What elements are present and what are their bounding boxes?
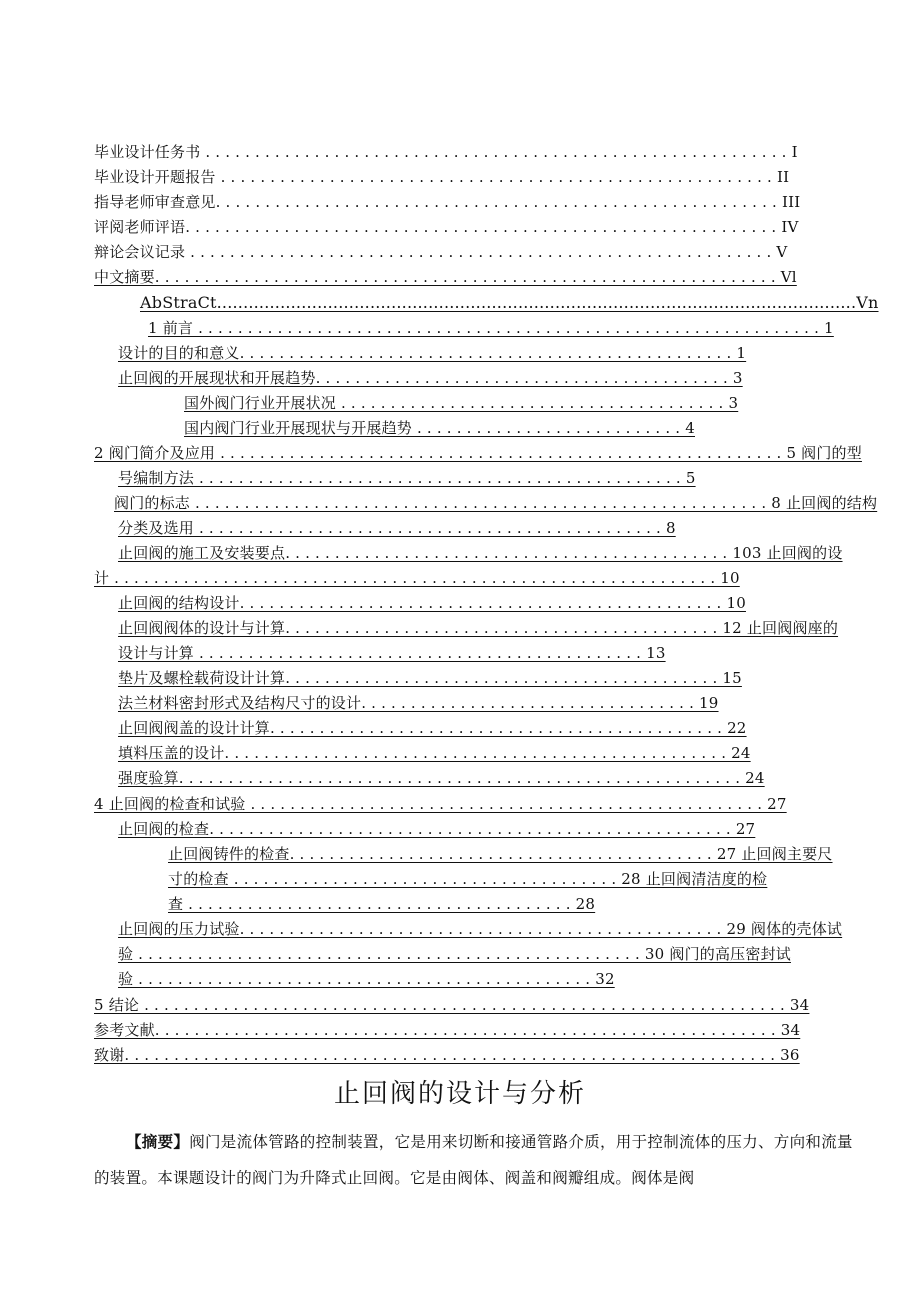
toc-entry: 止回阀的检查. . . . . . . . . . . . . . . . . . . . . . . . . . . . . . . . . . . . . . . . . . . . . . . . . . . . . 27: [118, 820, 756, 838]
toc-entry: 验 . . . . . . . . . . . . . . . . . . . . . . . . . . . . . . . . . . . . . . . . . . . . . . 32: [118, 970, 615, 988]
document-title: 止回阀的设计与分析: [333, 1079, 586, 1109]
toc-entry: 5 结论 . . . . . . . . . . . . . . . . . . . . . . . . . . . . . . . . . . . . . . . . . . . . . . . . . . . . . . . . . . . . . . . . . 34: [94, 996, 810, 1014]
toc-entry: 辩论会议记录 . . . . . . . . . . . . . . . . . . . . . . . . . . . . . . . . . . . . . . . . . . . . . . . . . . . . . . . . . . . V: [94, 243, 788, 261]
toc-entry: 参考文献. . . . . . . . . . . . . . . . . . . . . . . . . . . . . . . . . . . . . . . . . . . . . . . . . . . . . . . . . . . . . . . 34: [94, 1021, 801, 1039]
toc-entry: 毕业设计任务书 . . . . . . . . . . . . . . . . . . . . . . . . . . . . . . . . . . . . . . . . . . . . . . . . . . . . . . . . . . . I: [94, 143, 798, 161]
abstract-label: 【摘要】: [126, 1132, 190, 1151]
toc-entry: 1 前言 . . . . . . . . . . . . . . . . . . . . . . . . . . . . . . . . . . . . . . . . . . . . . . . . . . . . . . . . . . . . . . . 1: [148, 319, 834, 337]
toc-entry: 4 止回阀的检查和试验 . . . . . . . . . . . . . . . . . . . . . . . . . . . . . . . . . . . . . . . . . . . . . . . . . . . . 27: [94, 795, 787, 813]
toc-entry: 中文摘要. . . . . . . . . . . . . . . . . . . . . . . . . . . . . . . . . . . . . . . . . . . . . . . . . . . . . . . . . . . . . . . Vl: [94, 268, 797, 286]
toc-entry: 分类及选用 . . . . . . . . . . . . . . . . . . . . . . . . . . . . . . . . . . . . . . . . . . . . . . . 8: [118, 519, 676, 537]
toc-entry: 阀门的标志 . . . . . . . . . . . . . . . . . . . . . . . . . . . . . . . . . . . . . . . . . . . . . . . . . . . . . . . . . . 8 止回阀的结构: [114, 494, 878, 512]
toc-entry: 计 . . . . . . . . . . . . . . . . . . . . . . . . . . . . . . . . . . . . . . . . . . . . . . . . . . . . . . . . . . . . . 10: [94, 569, 740, 587]
toc-entry: 设计与计算 . . . . . . . . . . . . . . . . . . . . . . . . . . . . . . . . . . . . . . . . . . . . . 13: [118, 644, 666, 662]
toc-entry: 止回阀的压力试验. . . . . . . . . . . . . . . . . . . . . . . . . . . . . . . . . . . . . . . . . . . . . . . . . 29 阀体的壳体试: [118, 920, 843, 938]
toc-entry: 号编制方法 . . . . . . . . . . . . . . . . . . . . . . . . . . . . . . . . . . . . . . . . . . . . . . . . . 5: [118, 469, 696, 487]
toc-entry: AbStraCt.........................................................................................................................Vn: [140, 293, 879, 312]
toc-entry: 法兰材料密封形式及结构尺寸的设计. . . . . . . . . . . . . . . . . . . . . . . . . . . . . . . . . . 19: [118, 694, 719, 712]
toc-entry: 填料压盖的设计. . . . . . . . . . . . . . . . . . . . . . . . . . . . . . . . . . . . . . . . . . . . . . . . . . . 24: [118, 744, 751, 762]
toc-entry: 止回阀阀盖的设计计算. . . . . . . . . . . . . . . . . . . . . . . . . . . . . . . . . . . . . . . . . . . . . . 22: [118, 719, 747, 737]
toc-entry: 寸的检查 . . . . . . . . . . . . . . . . . . . . . . . . . . . . . . . . . . . . . . . 28 止回阀清洁度的检: [168, 870, 768, 888]
toc-entry: 止回阀的开展现状和开展趋势. . . . . . . . . . . . . . . . . . . . . . . . . . . . . . . . . . . . . . . . . . 3: [118, 369, 743, 387]
toc-entry: 验 . . . . . . . . . . . . . . . . . . . . . . . . . . . . . . . . . . . . . . . . . . . . . . . . . . . 30 阀门的高压密封试: [118, 945, 791, 963]
toc-entry: 毕业设计开题报告 . . . . . . . . . . . . . . . . . . . . . . . . . . . . . . . . . . . . . . . . . . . . . . . . . . . . . . . . II: [94, 168, 790, 186]
toc-entry: 止回阀的结构设计. . . . . . . . . . . . . . . . . . . . . . . . . . . . . . . . . . . . . . . . . . . . . . . . . 10: [118, 594, 746, 612]
toc-entry: 止回阀的施工及安装要点. . . . . . . . . . . . . . . . . . . . . . . . . . . . . . . . . . . . . . . . . . . . . 103 止回阀的设: [118, 544, 843, 562]
toc-entry: 评阅老师评语. . . . . . . . . . . . . . . . . . . . . . . . . . . . . . . . . . . . . . . . . . . . . . . . . . . . . . . . . . . . IV: [94, 218, 799, 236]
toc-entry: 止回阀铸件的检查. . . . . . . . . . . . . . . . . . . . . . . . . . . . . . . . . . . . . . . . . . . 27 止回阀主要尺: [168, 845, 833, 863]
abstract-text: 阀门是流体管路的控制装置，它是用来切断和接通管路介质，用于控制流体的压力、方向和流量的装置。本课题设计的阀门为升降式止回阀。它是由阀体、阀盖和阀瓣组成。阀体是阀: [94, 1133, 853, 1187]
toc-entry: 国内阀门行业开展现状与开展趋势 . . . . . . . . . . . . . . . . . . . . . . . . . . . 4: [184, 419, 695, 437]
toc-entry: 强度验算. . . . . . . . . . . . . . . . . . . . . . . . . . . . . . . . . . . . . . . . . . . . . . . . . . . . . . . . . 24: [118, 769, 765, 787]
toc-entry: 设计的目的和意义. . . . . . . . . . . . . . . . . . . . . . . . . . . . . . . . . . . . . . . . . . . . . . . . . . 1: [118, 344, 747, 362]
toc-entry: 垫片及螺栓载荷设计计算. . . . . . . . . . . . . . . . . . . . . . . . . . . . . . . . . . . . . . . . . . . . 15: [118, 669, 742, 687]
abstract-paragraph: [94, 1124, 854, 1196]
toc-entry: 止回阀阀体的设计与计算. . . . . . . . . . . . . . . . . . . . . . . . . . . . . . . . . . . . . . . . . . . . 12 止回阀阀座的: [118, 619, 839, 637]
toc-entry: 查 . . . . . . . . . . . . . . . . . . . . . . . . . . . . . . . . . . . . . . . 28: [168, 895, 596, 913]
toc-entry: 指导老师审查意见. . . . . . . . . . . . . . . . . . . . . . . . . . . . . . . . . . . . . . . . . . . . . . . . . . . . . . . . . III: [94, 193, 801, 211]
toc-entry: 致谢. . . . . . . . . . . . . . . . . . . . . . . . . . . . . . . . . . . . . . . . . . . . . . . . . . . . . . . . . . . . . . . . . . 36: [94, 1046, 800, 1064]
toc-entry: 国外阀门行业开展状况 . . . . . . . . . . . . . . . . . . . . . . . . . . . . . . . . . . . . . . . 3: [184, 394, 739, 412]
toc-entry: 2 阀门简介及应用 . . . . . . . . . . . . . . . . . . . . . . . . . . . . . . . . . . . . . . . . . . . . . . . . . . . . . . . . . 5 阀门的型: [94, 444, 862, 462]
